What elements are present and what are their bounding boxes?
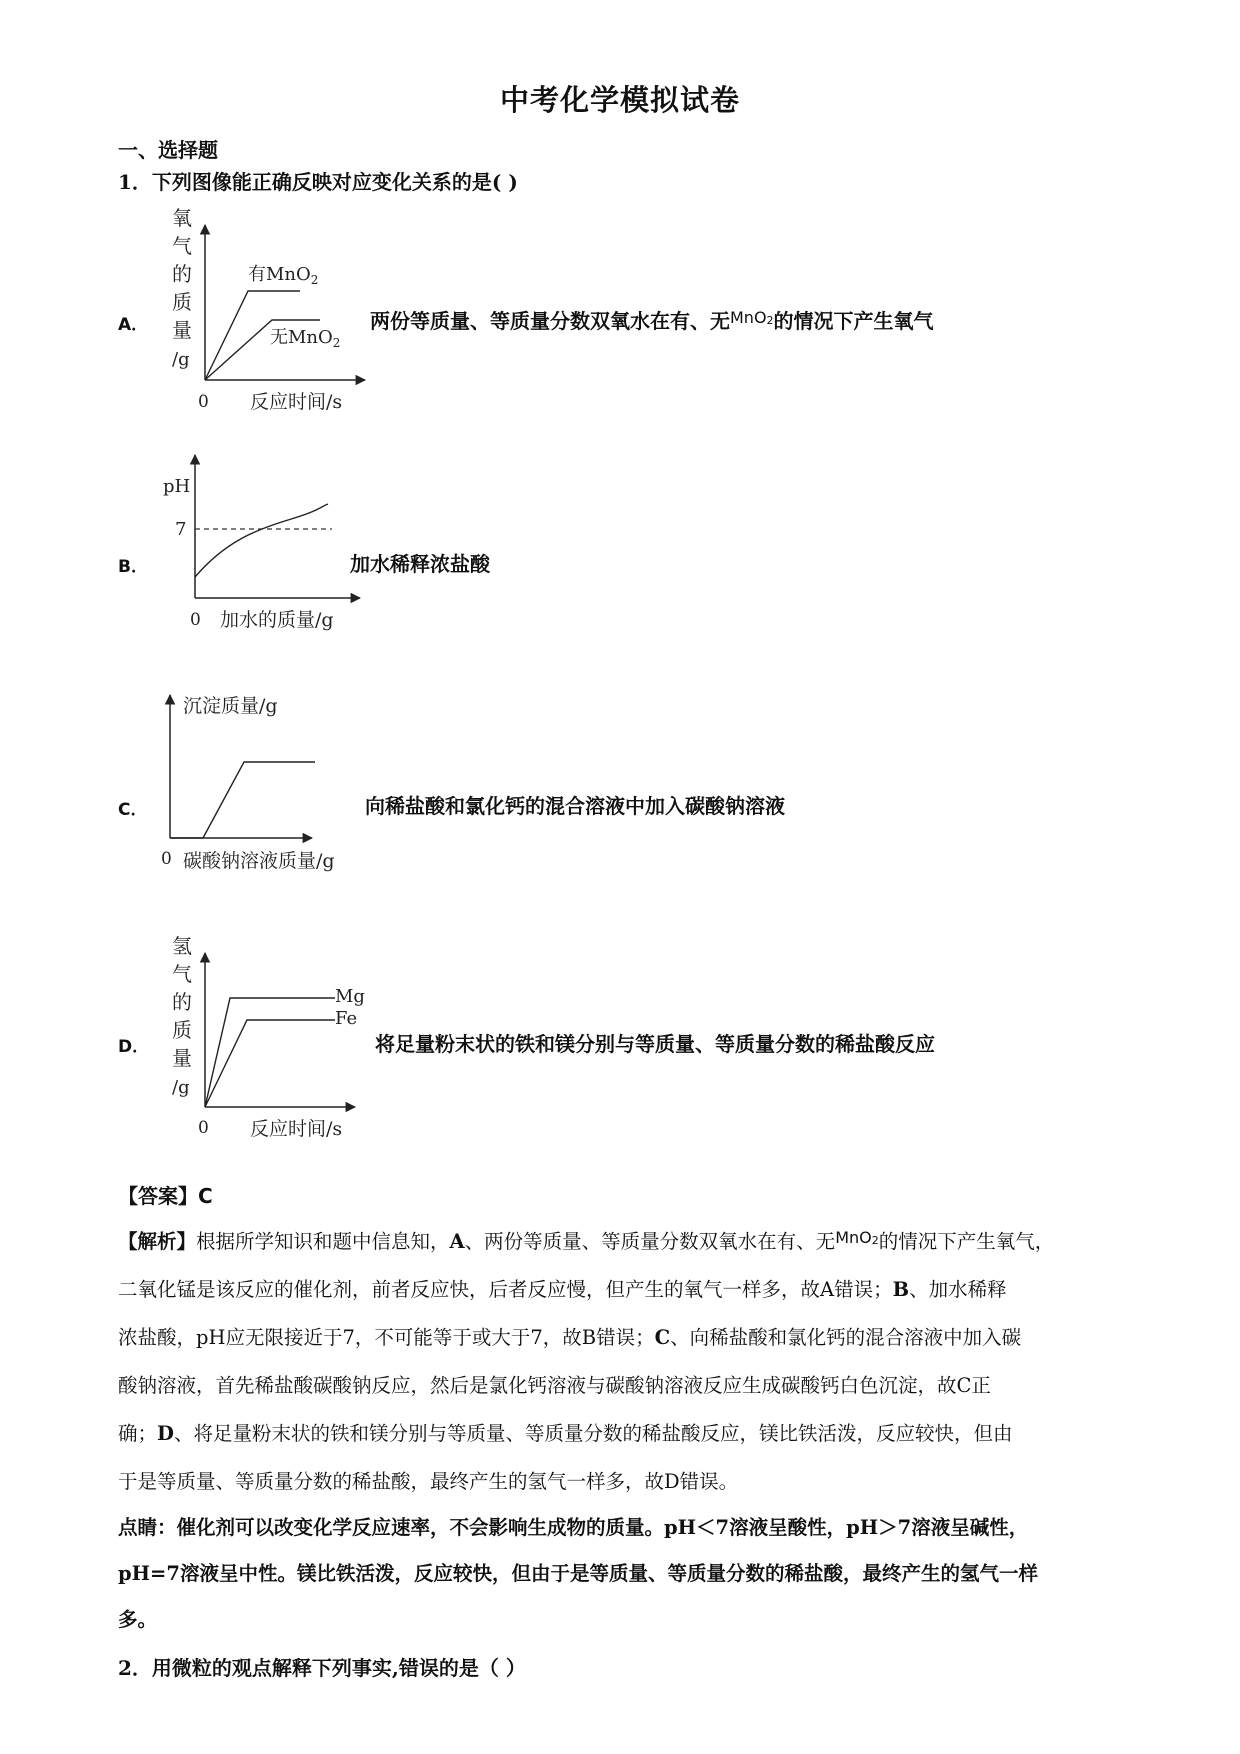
analysis-line-1: 【解析】根据所学知识和题中信息知，A、两份等质量、等质量分数双氧水在有、无$^{MnO_2}$的情况下产生氧气， xyxy=(118,1228,1055,1253)
graph-a-ylabel-char: 气 xyxy=(172,234,192,258)
graph-a-ylabel-char: 氧 xyxy=(172,206,192,230)
graph-b-ylabel: pH xyxy=(163,476,191,497)
option-c-text: 向稀盐酸和氯化钙的混合溶液中加入碳酸钠溶液 xyxy=(365,794,785,818)
section-heading: 一、选择题 xyxy=(118,138,218,162)
graph-c-curve xyxy=(170,762,315,838)
graph-c xyxy=(155,690,385,890)
graph-d xyxy=(150,935,380,1145)
graph-d-ylabel-char: 气 xyxy=(172,962,192,986)
graph-a-ylabel-char: 量 xyxy=(172,318,192,342)
graph-a xyxy=(150,205,380,420)
graph-d-fe-label: Fe xyxy=(335,1008,358,1029)
graph-b-xlabel: 加水的质量/g xyxy=(220,609,334,631)
graph-d-ylabel-char: 质 xyxy=(172,1018,192,1042)
analysis-line-4: 酸钠溶液，首先稀盐酸碳酸钠反应，然后是氯化钙溶液与碳酸钠溶液反应生成碳酸钙白色沉淀，故C正 xyxy=(118,1374,991,1397)
graph-c-origin: 0 xyxy=(161,849,172,869)
analysis-line-3: 浓盐酸，pH应无限接近于7，不可能等于或大于7，故B错误；C、向稀盐酸和氯化钙的混合溶液中加入碳 xyxy=(118,1326,1022,1349)
option-c-label: C． xyxy=(118,800,148,820)
analysis-line-5: 确；D、将足量粉末状的铁和镁分别与等质量、等质量分数的稀盐酸反应，镁比铁活泼，反应较快，但由 xyxy=(118,1422,1013,1445)
graph-b-ytick: 7 xyxy=(175,519,187,540)
graph-a-ylabel-char: /g xyxy=(172,349,190,370)
tip-line-1: 点睛：催化剂可以改变化学反应速率，不会影响生成物的质量。pH＜7溶液呈酸性，pH＞7溶液呈碱性， xyxy=(118,1516,1029,1539)
graph-a-ylabel-char: 质 xyxy=(172,290,192,314)
tip-line-3: 多。 xyxy=(118,1608,158,1631)
tip-line-2: pH=7溶液呈中性。镁比铁活泼，反应较快，但由于是等质量、等质量分数的稀盐酸，最终产生的氢气一样 xyxy=(118,1562,1038,1585)
graph-d-curve-mg xyxy=(205,998,335,1107)
graph-d-curve-fe xyxy=(205,1020,335,1107)
graph-b-curve xyxy=(195,504,328,577)
question-2-stem: 2．用微粒的观点解释下列事实,错误的是（ ） xyxy=(118,1656,526,1680)
graph-a-curve1-label: 有MnO$_2$ xyxy=(248,264,319,287)
option-a-text: 两份等质量、等质量分数双氧水在有、无$^{MnO_2}$的情况下产生氧气 xyxy=(370,308,934,333)
option-a-label: A． xyxy=(118,315,149,335)
graph-d-ylabel-char: 量 xyxy=(172,1046,192,1070)
graph-c-xlabel: 碳酸钠溶液质量/g xyxy=(183,850,335,872)
page-title: 中考化学模拟试卷 xyxy=(499,83,740,117)
graph-a-ylabel-char: 的 xyxy=(172,262,192,286)
graph-b-origin: 0 xyxy=(190,610,201,630)
graph-d-xlabel: 反应时间/s xyxy=(250,1118,343,1140)
graph-a-xlabel: 反应时间/s xyxy=(250,391,343,413)
analysis-line-2: 二氧化锰是该反应的催化剂，前者反应快，后者反应慢，但产生的氧气一样多，故A错误；B、加水稀释 xyxy=(118,1278,1007,1301)
graph-d-origin: 0 xyxy=(198,1118,209,1138)
graph-c-ylabel: 沉淀质量/g xyxy=(183,695,278,717)
graph-a-origin: 0 xyxy=(198,392,209,412)
graph-d-ylabel-char: 氢 xyxy=(172,934,192,958)
question-1-stem: 1．下列图像能正确反映对应变化关系的是( ) xyxy=(118,170,518,194)
option-d-text: 将足量粉末状的铁和镁分别与等质量、等质量分数的稀盐酸反应 xyxy=(375,1032,935,1056)
answer: 【答案】C xyxy=(118,1184,213,1208)
option-b-label: B． xyxy=(118,557,148,577)
graph-d-ylabel-char: 的 xyxy=(172,990,192,1014)
option-b-text: 加水稀释浓盐酸 xyxy=(350,552,490,576)
graph-d-ylabel-char: /g xyxy=(172,1077,190,1098)
option-d-label: D． xyxy=(118,1037,150,1057)
graph-b xyxy=(150,450,380,650)
analysis-line-6: 于是等质量、等质量分数的稀盐酸，最终产生的氢气一样多，故D错误。 xyxy=(118,1470,739,1493)
graph-d-mg-label: Mg xyxy=(335,986,365,1007)
graph-a-curve2-label: 无MnO$_2$ xyxy=(270,327,341,350)
